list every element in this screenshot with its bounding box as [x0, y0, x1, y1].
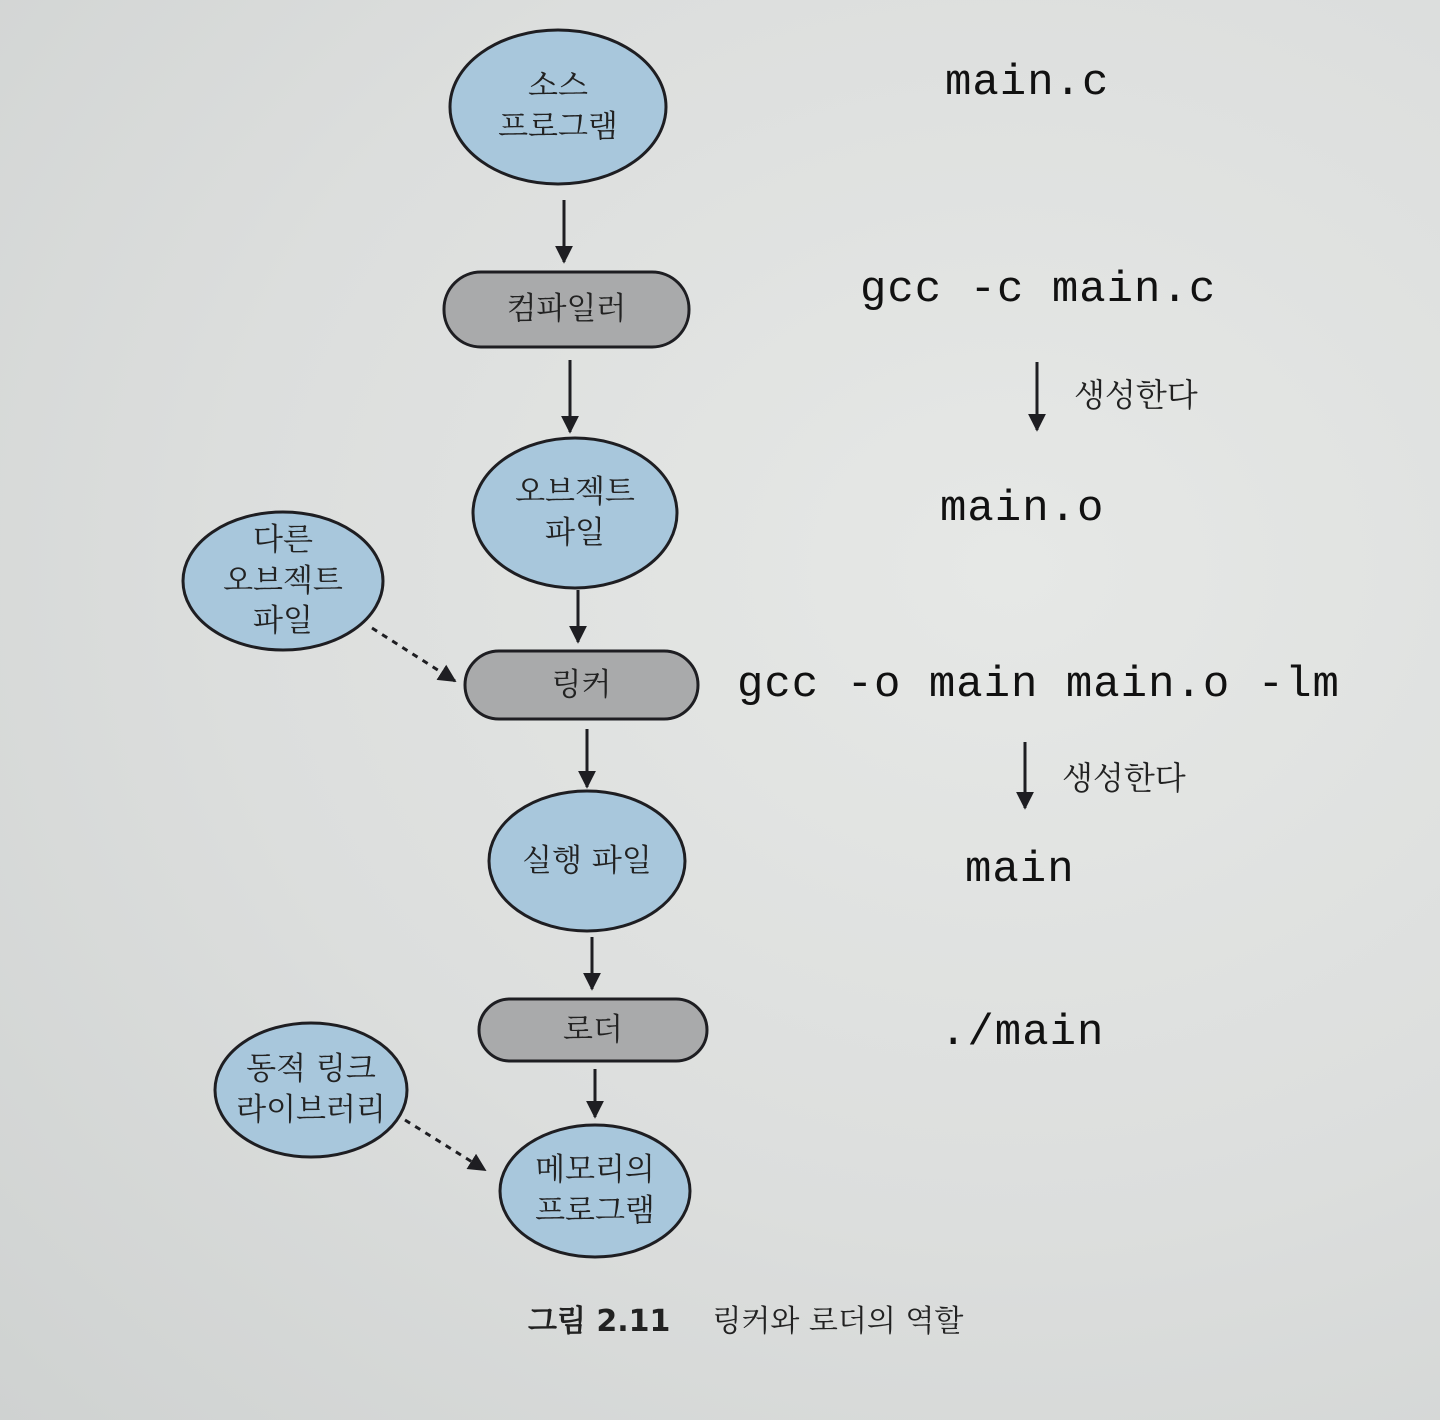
label-line: 다른 [253, 521, 313, 558]
figure-caption [528, 1296, 963, 1340]
program-in-memory-label [500, 1125, 690, 1257]
dynamic-link-library-label [215, 1023, 407, 1157]
generates-label-2: 생성한다 [1062, 759, 1186, 797]
object-file-label [473, 438, 677, 588]
label-line: 라이브러리 [236, 1092, 386, 1128]
loader-label [479, 999, 707, 1061]
label-line: 동적 링크 [246, 1051, 376, 1088]
label-line: 프로그램 [535, 1193, 655, 1229]
figure-number: 그림 2.11 [528, 1304, 671, 1339]
compiler-label [444, 272, 689, 347]
label-line: 파일 [253, 603, 313, 640]
generates-label-1: 생성한다 [1074, 376, 1198, 414]
label-line: 오브젝트 [223, 562, 343, 599]
label-line: 소스 [528, 68, 588, 105]
label-line: 오브젝트 [515, 474, 635, 511]
label-line: 컴파일러 [506, 291, 627, 328]
source-file-name: main.c [945, 58, 1110, 108]
linker-label [465, 651, 698, 719]
executable-label [489, 791, 685, 931]
dashed-arrow-library-to-memory [405, 1120, 485, 1170]
dashed-arrow-other-objects-to-linker [372, 628, 455, 681]
figure-title: 링커와 로더의 역할 [712, 1304, 964, 1339]
label-line: 메모리의 [535, 1152, 655, 1189]
label-line: 링커 [551, 666, 612, 703]
link-command: gcc -o main main.o -lm [737, 660, 1340, 710]
other-object-files-label [183, 512, 383, 650]
label-line: 프로그램 [498, 109, 618, 145]
label-line: 로더 [563, 1011, 623, 1048]
source-program-label [450, 30, 666, 184]
compile-command: gcc -c main.c [860, 265, 1217, 315]
label-line: 실행 파일 [522, 842, 652, 879]
object-file-name: main.o [940, 484, 1105, 534]
run-command: ./main [940, 1008, 1105, 1058]
label-line: 파일 [545, 515, 605, 551]
executable-name: main [965, 845, 1075, 895]
